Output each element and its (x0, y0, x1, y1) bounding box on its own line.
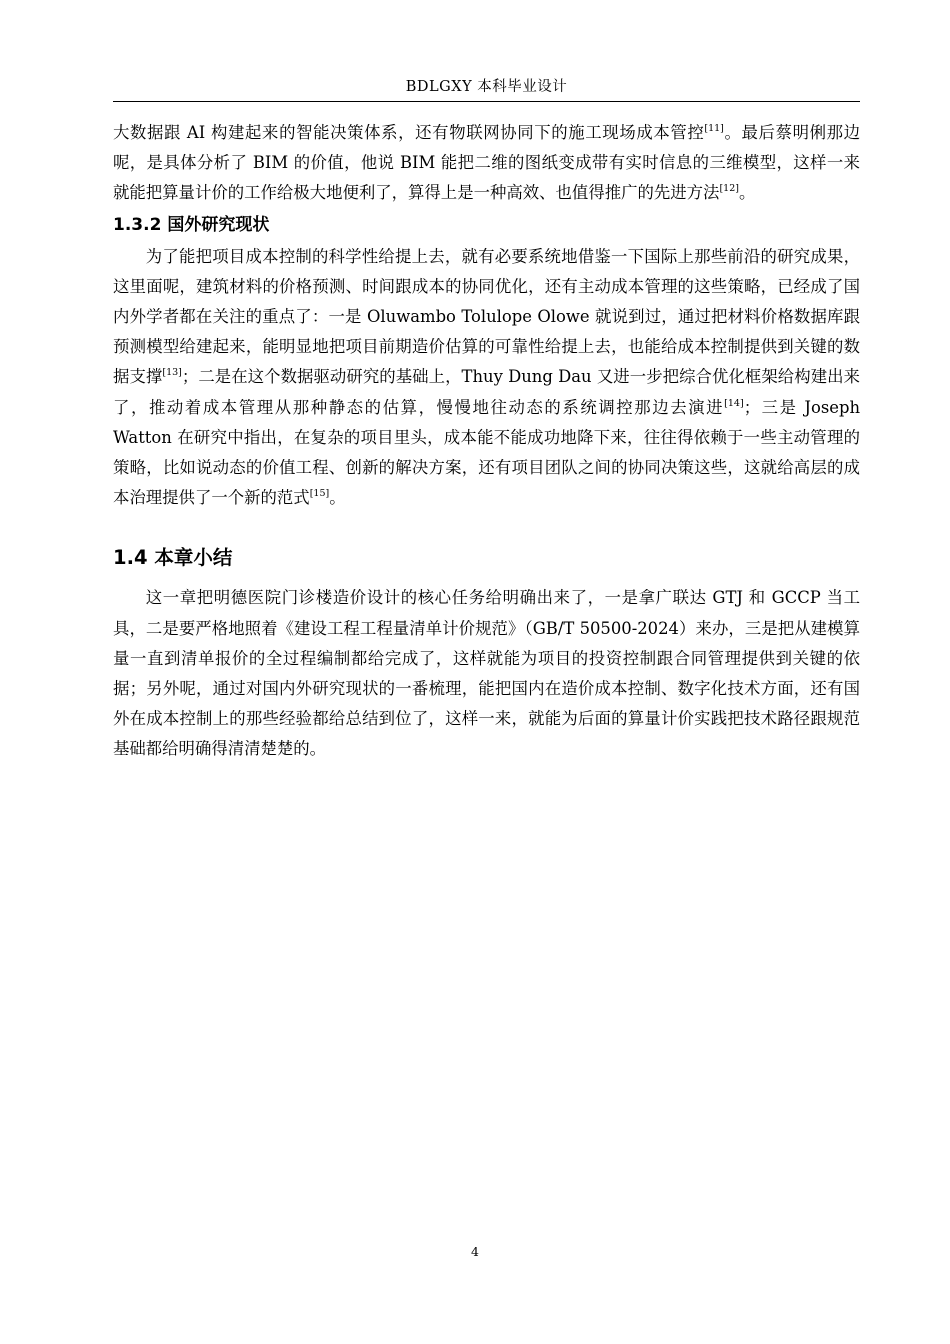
paragraph-text: 大数据跟 AI 构建起来的智能决策体系，还有物联网协同下的施工现场成本管控 (113, 123, 705, 142)
header-rule (113, 101, 860, 102)
paragraph-text: ；三是 Joseph Watton 在研究中指出，在复杂的项目里头，成本能不能成功地降下来，往往得依赖于一些主动管理的策略，比如说动态的价值工程、创新的解决方案，还有项目团队之间的协同决策这些，这就给高层的成本治理提供了一个新的范式 (113, 397, 861, 508)
paragraph-foreign-research (113, 242, 860, 514)
citation-ref: [11] (704, 122, 724, 134)
citation-ref: [12] (719, 183, 739, 195)
paragraph-text: ；二是在这个数据驱动研究的基础上，Thuy Dung Dau 又进一步把综合优化框架给构建出来了，推动着成本管理从那种静态的估算，慢慢地往动态的系统调控那边去演进 (113, 367, 861, 417)
section-heading-1-3-2: 1.3.2 国外研究现状 (113, 214, 270, 235)
section-heading-1-4: 1.4 本章小结 (113, 546, 233, 570)
paragraph-chapter-summary (113, 583, 860, 764)
paragraph-text: 为了能把项目成本控制的科学性给提上去，就有必要系统地借鉴一下国际上那些前沿的研究成果，这里面呢，建筑材料的价格预测、时间跟成本的协同优化，还有主动成本管理的这些策略，已经成了国内外学者都在关注的重点了：一是 Oluwambo Tolulope Olowe 就说到过，通过把材料价格数据库跟预测模型给建起来，能明显地把项目前期造价估算的可靠性给提上去，也能给成本控制提供到关键的数据支撑 (113, 246, 860, 387)
page-number (0, 1244, 950, 1260)
paragraph-text: 这一章把明德医院门诊楼造价设计的核心任务给明确出来了，一是拿广联达 GTJ 和 GCCP 当工具，二是要严格地照着《建设工程工程量清单计价规范》（GB/T 50500-2024）来办，三是把从建模算量一直到清单报价的全过程编制都给完成了，这样就能为项目的投资控制跟合同管理提供到关键的依据；另外呢，通过对国内外研究现状的一番梳理，能把国内在造价成本控制、数字化技术方面，还有国外在成本控制上的那些经验都给总结到位了，这样一来，就能为后面的算量计价实践把技术路径跟规范基础都给明确得清清楚楚的。 (113, 588, 860, 759)
paragraph-text: 。 (329, 488, 346, 508)
header-title: BDLGXY 本科毕业设计 (405, 79, 568, 95)
document-body (113, 118, 860, 765)
page-header (113, 76, 860, 101)
paragraph-text: 。最后蔡明俐那边呢，是具体分析了 BIM 的价值，他说 BIM 能把二维的图纸变成带有实时信息的三维模型，这样一来就能把算量计价的工作给极大地便利了，算得上是一种高效、也值得推广的先进方法 (113, 123, 861, 203)
paragraph-text: 。 (738, 183, 756, 203)
page-number-text: 4 (471, 1244, 479, 1259)
citation-ref: [14] (724, 397, 744, 409)
citation-ref: [15] (309, 488, 330, 500)
paragraph-continued (113, 118, 860, 209)
citation-ref: [13] (162, 367, 182, 379)
